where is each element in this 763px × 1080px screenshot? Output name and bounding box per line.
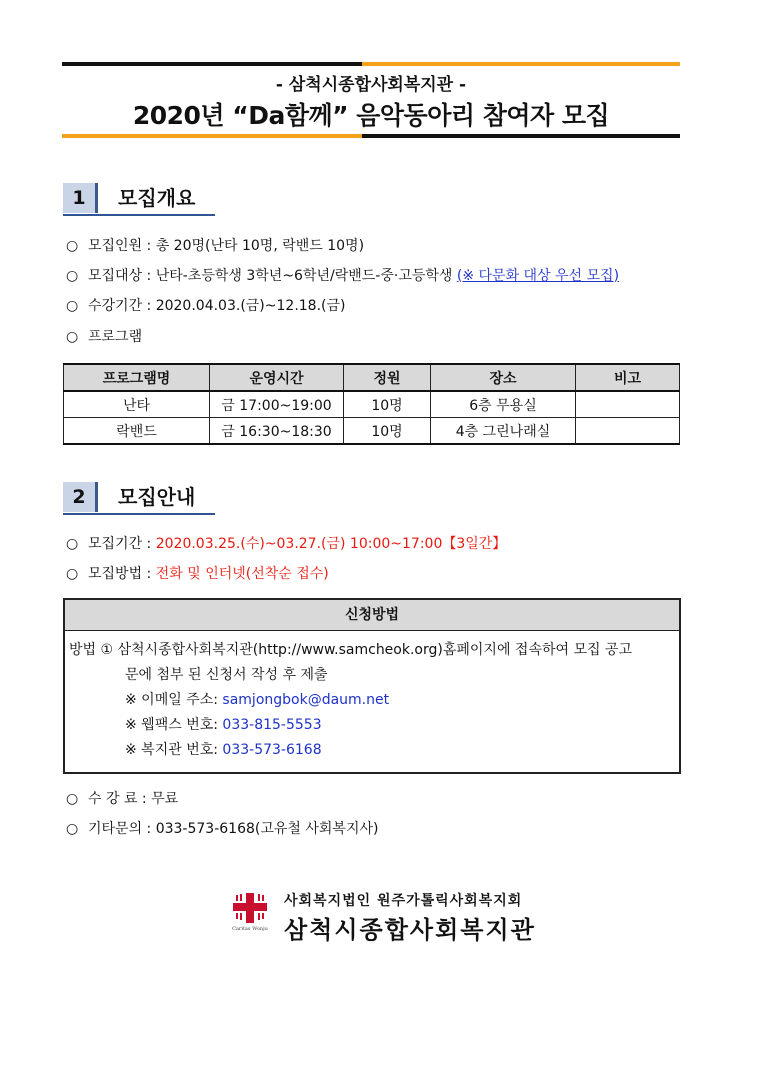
col-header-capacity: 정원 [344,364,431,391]
section-underline [63,214,215,216]
program-table [63,363,680,445]
phone-number: 033-573-6168 [222,742,322,758]
page-title: 2020년 “Da함께” 음악동아리 참여자 모집 [132,101,610,130]
table-cell: 10명 [344,391,431,418]
list-item [66,296,345,316]
table-row [64,391,680,418]
bullet-circle: ○ [66,791,79,807]
recruit-count: 모집인원 : 총 20명(난타 10명, 락밴드 10명) [88,238,365,254]
phone-line [125,740,322,760]
org-name: 삼척시종합사회복지관 [284,916,536,944]
bullet-circle: ○ [66,238,79,254]
header-rule-top-black [62,62,362,66]
fax-number: 033-815-5553 [222,717,322,733]
section-number: 2 [63,482,98,512]
priority-note: (※ 다문화 대상 우선 모집) [456,268,620,284]
bullet-circle: ○ [66,821,79,837]
col-header-location: 장소 [431,364,576,391]
program-label: 프로그램 [88,329,143,345]
col-header-time: 운영시간 [210,364,344,391]
fax-label: ※ 웹팩스 번호: [125,717,223,733]
phone-label: ※ 복지관 번호: [125,742,223,758]
method-line-1: 방법 ① 삼척시종합사회복지관(http://www.samcheok.org)홈페이지에 접속하여 모집 공고 [69,642,633,658]
logo-caption: Caritas Wonju [232,926,268,931]
list-item [66,266,619,286]
list-item [66,236,364,256]
period-label: 모집기간 : [88,536,156,552]
header-rule-top-orange [362,62,680,66]
caritas-logo-icon [230,891,270,931]
list-item [66,534,506,554]
table-cell: 난타 [64,391,210,418]
bullet-circle: ○ [66,298,79,314]
table-row [64,418,680,445]
table-cell: 금 16:30~18:30 [210,418,344,445]
course-period: 수강기간 : 2020.04.03.(금)~12.18.(금) [88,298,346,314]
header-rule-bottom-orange [62,134,362,138]
box-header: 신청방법 [65,600,679,631]
bullet-circle: ○ [66,268,79,284]
inquiry-text: 기타문의 : 033-573-6168(고유철 사회복지사) [88,821,379,837]
col-header-program: 프로그램명 [64,364,210,391]
table-cell: 4층 그린나래실 [431,418,576,445]
table-header-row [64,364,680,391]
recruit-target: 모집대상 : 난타-초등학생 3학년~6학년/락밴드-중·고등학생 [88,268,457,284]
method-value: 전화 및 인터넷(선착순 접수) [155,566,329,582]
table-cell: 금 17:00~19:00 [210,391,344,418]
list-item [66,564,329,584]
section-underline [63,513,215,515]
email-label: ※ 이메일 주소: [125,692,223,708]
list-item [66,327,142,347]
period-value: 2020.03.25.(수)~03.27.(금) 10:00~17:00【3일간】 [155,536,507,552]
list-item [66,819,378,839]
bullet-circle: ○ [66,329,79,345]
fee-text: 수 강 료 : 무료 [88,791,179,807]
table-cell: 락밴드 [64,418,210,445]
method-label: 모집방법 : [88,566,156,582]
fax-line [125,715,322,735]
bullet-circle: ○ [66,566,79,582]
email-address[interactable]: samjongbok@daum.net [222,692,390,708]
table-cell [576,391,680,418]
list-item [66,789,178,809]
bullet-circle: ○ [66,536,79,552]
table-cell [576,418,680,445]
col-header-note: 비고 [576,364,680,391]
table-cell: 10명 [344,418,431,445]
section-number: 1 [63,183,98,213]
method-line-2: 문에 첨부 된 신청서 작성 후 제출 [125,667,328,683]
email-line [125,690,389,710]
org-subtitle: - 삼척시종합사회복지관 - [275,75,467,95]
application-method-box [63,598,681,774]
table-cell: 6층 무용실 [431,391,576,418]
org-parent: 사회복지법인 원주가톨릭사회복지회 [284,893,523,909]
header-rule-bottom-black [362,134,680,138]
section-title: 모집안내 [118,485,196,509]
section-title: 모집개요 [118,186,196,210]
